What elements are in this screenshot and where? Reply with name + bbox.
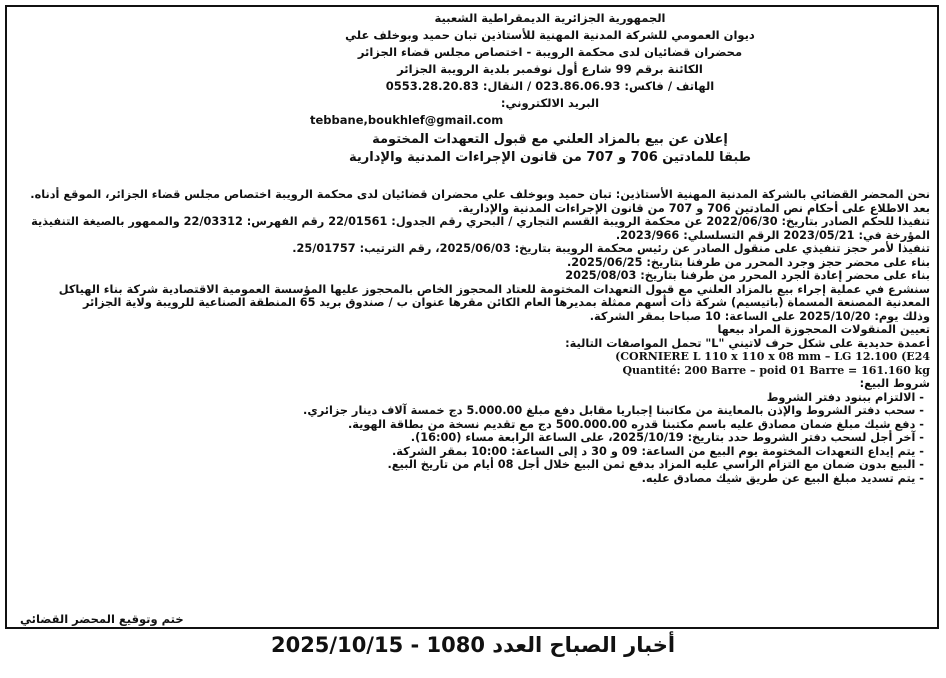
announcement-line-2: طبقا للمادتين 706 و 707 من قانون الإجراءات المدنية والإدارية xyxy=(349,150,751,165)
seizure-order: تنفيذا لأمر حجز تنفيذي على منقول الصادر عن رئيس محكمة الرويبة بتاريخ: 2025/06/03، رقم الترتيب: 25/01757. xyxy=(292,242,930,255)
intro-paragraph: نحن المحضر القضائي بالشركة المدنية المهنية الأستاذين: تبان حميد وبوخلف علي محضران قضائيان لدى محكمة الرويبة اختصاص مجلس قضاء الجزائر، الموقع أدناه. xyxy=(30,188,930,201)
mobile-label: / النقال: xyxy=(482,79,532,93)
condition-item: - دفع شيك مبلغ ضمان مصادق عليه باسم مكتبنا قدره 500.000.00 دج مع تقديم نسخة من بطاقة الهوية. xyxy=(14,418,924,432)
condition-item: - البيع بدون ضمان مع التزام الراسي عليه المزاد بدفع ثمن البيع خلال أجل 08 أيام من تاريخ البيع. xyxy=(14,458,924,472)
notice-header xyxy=(230,10,870,129)
mobile-value: 0553.28.20.83 xyxy=(385,79,479,93)
sale-announcement: سنشرع في عملية إجراء بيع بالمزاد العلني مع قبول التعهدات المختومة للعتاد المحجوز الخاص بالمحجوز عليها المؤسسة العمومية الاقتصادية شركة بناء الهياكل المعدنية المصنعة المسماة (باتيسيم) شركة ذات أسهم ممثلة بمديرها العام الكائن مقرها عنوان ب / صندوق بريد 65 المنطقة الصناعية للرويبة ولاية الجزائر xyxy=(58,282,930,309)
office-name: ديوان العمومي للشركة المدنية المهنية للأستاذين تبان حميد وبوخلف علي xyxy=(345,28,755,42)
newspaper-issue: أخبار الصباح العدد 1080 - xyxy=(410,633,676,657)
items-description: أعمدة حديدية على شكل حرف لاتيني "L" تحمل المواصفات التالية: xyxy=(565,336,930,350)
condition-item: - يتم تسديد مبلغ البيع عن طريق شيك مصادق عليه. xyxy=(14,472,924,486)
bailiff-signature: ختم وتوقيع المحضر القضائي xyxy=(20,612,184,626)
item-spec-quantity: Quantité: 200 Barre – poid 01 Barre = 161.160 kg xyxy=(622,363,930,377)
announcement-title xyxy=(260,131,840,167)
seizure-report: بناء على محضر حجز وجرد المحرر من طرفنا بتاريخ: 2025/06/25. xyxy=(567,255,930,269)
phone-value: 023.86.06.93 xyxy=(535,79,621,93)
judgment-reference: تنفيذا للحكم الصادر بتاريخ: 2022/06/30 عن محكمة الرويبة القسم التجاري / البحري رقم الجدول: 22/01561 رقم الفهرس: 22/03312 والممهور بالصيغة التنفيذية المؤرخة في: 2023/05/21 الرقم التسلسلي: 2023/966. xyxy=(31,215,930,242)
phone-line xyxy=(230,78,870,95)
email-line xyxy=(230,95,870,112)
phone-label: الهاتف / فاكس: xyxy=(624,79,715,93)
conditions-list xyxy=(14,391,930,486)
email-label: البريد الالكتروني: xyxy=(500,96,600,110)
office-address: الكائنة برقم 99 شارع أول نوفمبر بلدية الرويبة الجزائر xyxy=(397,62,703,76)
items-title: تعيين المنقولات المحجوزة المراد بيعها xyxy=(717,323,930,336)
condition-item: - الالتزام ببنود دفتر الشروط xyxy=(14,391,924,405)
issue-date: 2025/10/15 xyxy=(270,633,404,657)
conditions-title: شروط البيع: xyxy=(859,377,930,390)
notice-body xyxy=(14,188,930,485)
republic-title: الجمهورية الجزائرية الديمقراطية الشعبية xyxy=(434,11,666,25)
condition-item: - سحب دفتر الشروط والإذن بالمعاينة من مكاتبنا إجباريا مقابل دفع مبلغ 5.000.00 دج خمسة آلاف دينار جزائري. xyxy=(14,404,924,418)
condition-item: - آخر أجل لسحب دفتر الشروط حدد بتاريخ: 2025/10/19، على الساعة الرابعة مساء (16:00). xyxy=(14,431,924,445)
condition-item: - يتم إيداع التعهدات المختومة يوم البيع من الساعة: 09 و 30 د إلى الساعة: 10:00 بمقر الشركة. xyxy=(14,445,924,459)
office-jurisdiction: محضران قضائيان لدى محكمة الرويبة - اختصاص مجلس قضاء الجزائر xyxy=(357,45,743,59)
email-value: tebbane,boukhlef@gmail.com xyxy=(310,113,504,127)
newspaper-footer xyxy=(0,633,946,657)
legal-basis: بعد الاطلاع على أحكام نص المادتين 706 و 707 من قانون الإجراءات المدنية والإدارية. xyxy=(458,201,930,215)
item-spec-dimensions: (CORNIERE L 110 x 110 x 08 mm – LG 12.100 (E24 xyxy=(615,350,930,363)
announcement-line-1: إعلان عن بيع بالمزاد العلني مع قبول التعهدات المختومة xyxy=(372,132,728,147)
reinventory-report: بناء على محضر إعادة الجرد المحرر من طرفنا بتاريخ: 2025/08/03 xyxy=(565,269,930,282)
sale-date: وذلك يوم: 2025/10/20 على الساعة: 10 صباحا بمقر الشركة. xyxy=(589,309,930,323)
